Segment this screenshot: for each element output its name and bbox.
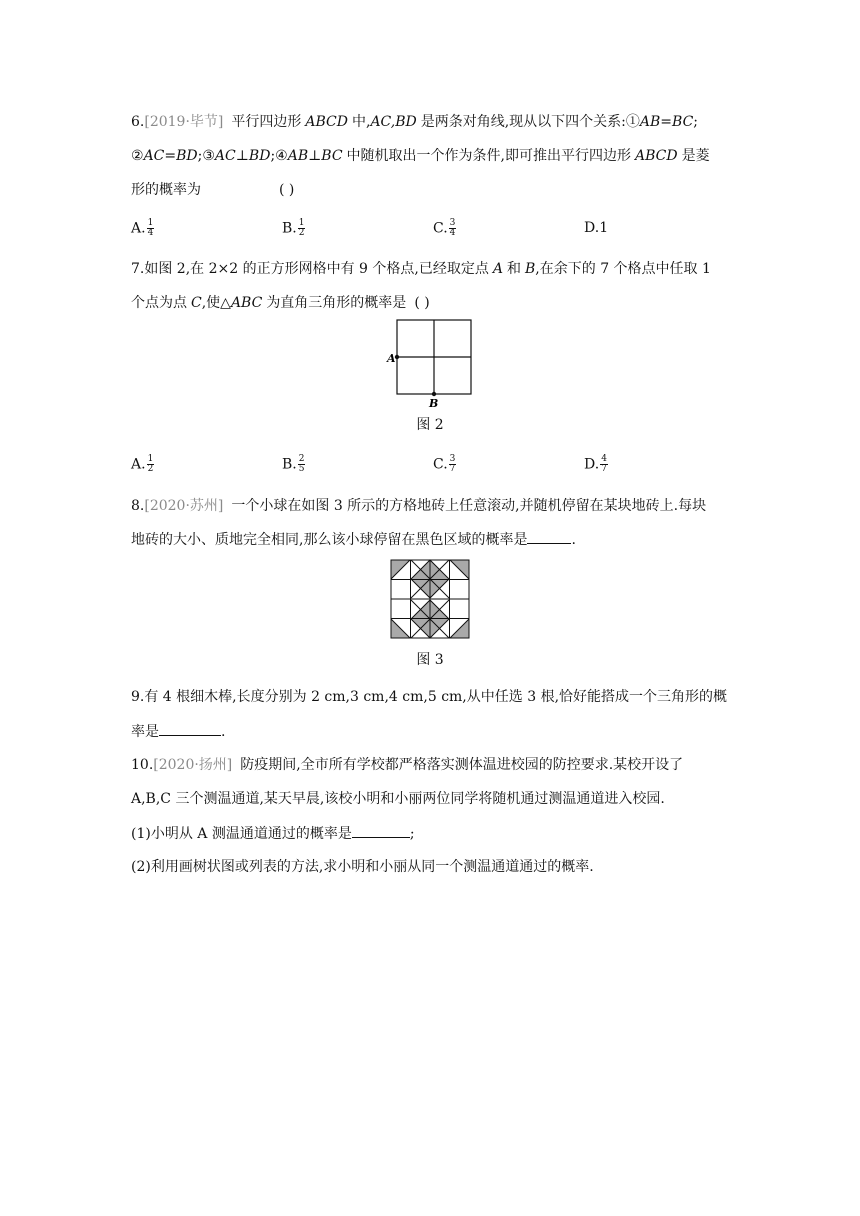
answer-blank [352, 824, 410, 838]
point-b-dot [432, 392, 436, 396]
fraction: $\frac{3}{7}$ [449, 454, 456, 474]
q8-number: 8. [131, 498, 145, 514]
figure-2-caption: 图 2 [416, 417, 444, 433]
answer-blank [159, 722, 221, 736]
fraction: $\frac{2}{5}$ [298, 454, 305, 474]
answer-blank [527, 530, 571, 544]
q6-line-1: 6.[2019·毕节] 平行四边形 ABCD 中,AC,BD 是两条对角线,现从以下四个关系:①AB=BC; [131, 114, 699, 130]
q10-line-2: A,B,C 三个测温通道,某天早晨,该校小明和小丽两位同学将随机通过测温通道进入校园. [131, 791, 665, 807]
fraction: $\frac{3}{4}$ [449, 218, 456, 238]
q7-option-b: B. $\frac{2}{5}$ [282, 454, 305, 474]
q7-line-2: 个点为点 C,使△ABC 为直角三角形的概率是 ( ) [131, 295, 430, 311]
figure-3-tiles [390, 559, 470, 639]
q6-source: [2019·毕节] [144, 114, 224, 130]
q9-line-1: 9.有 4 根细木棒,长度分别为 2 cm,3 cm,4 cm,5 cm,从中任选 3 根,恰好能搭成一个三角形的概 [131, 689, 728, 705]
fraction: $\frac{1}{4}$ [147, 218, 154, 238]
fraction: $\frac{1}{2}$ [147, 454, 154, 474]
q6-option-d: D.1 [584, 220, 609, 236]
q8-line-1: 8.[2020·苏州] 一个小球在如图 3 所示的方格地砖上任意滚动,并随机停留在某块地砖上.每块 [131, 498, 707, 514]
point-a-label: A [387, 352, 396, 365]
figure-3-caption: 图 3 [416, 652, 444, 668]
q7-option-c: C. $\frac{3}{7}$ [433, 454, 456, 474]
q8-line-2: 地砖的大小、质地完全相同,那么该小球停留在黑色区域的概率是 . [131, 532, 576, 548]
fraction: $\frac{4}{7}$ [601, 454, 607, 474]
q9-line-2: 率是 . [131, 724, 226, 740]
q6-line-3: 形的概率为 ( ) [131, 182, 295, 198]
q6-line-2: ②AC=BD;③AC⊥BD;④AB⊥BC 中随机取出一个作为条件,即可推出平行四边形 ABCD 是菱 [131, 148, 710, 164]
q7-line-1: 7.如图 2,在 2×2 的正方形网格中有 9 个格点,已经取定点 A 和 B,在余下的 7 个格点中任取 1 [131, 261, 711, 277]
q7-option-d: D. $\frac{4}{7}$ [584, 454, 607, 474]
q6-option-c: C. $\frac{3}{4}$ [433, 218, 456, 238]
q6-option-a: A. $\frac{1}{4}$ [131, 218, 154, 238]
point-b-label: B [429, 397, 439, 410]
fraction: $\frac{1}{2}$ [298, 218, 305, 238]
answer-paren: ( ) [414, 295, 430, 311]
answer-paren: ( ) [279, 182, 295, 198]
q8-source: [2020·苏州] [144, 498, 224, 514]
q10-sub-2: (2)利用画树状图或列表的方法,求小明和小丽从同一个测温通道通过的概率. [131, 859, 594, 875]
q10-sub-1: (1)小明从 A 测温通道通过的概率是 ; [131, 826, 415, 842]
q6-number: 6. [131, 114, 145, 130]
q10-source: [2020·扬州] [153, 757, 233, 773]
q10-number: 10. [131, 757, 154, 773]
q10-line-1: 10.[2020·扬州] 防疫期间,全市所有学校都严格落实测体温进校园的防控要求.某校开设了 [131, 757, 684, 773]
tile-lines [391, 560, 469, 638]
figure-2-grid [382, 314, 482, 414]
q7-option-a: A. $\frac{1}{2}$ [131, 454, 154, 474]
q6-option-b: B. $\frac{1}{2}$ [282, 218, 305, 238]
